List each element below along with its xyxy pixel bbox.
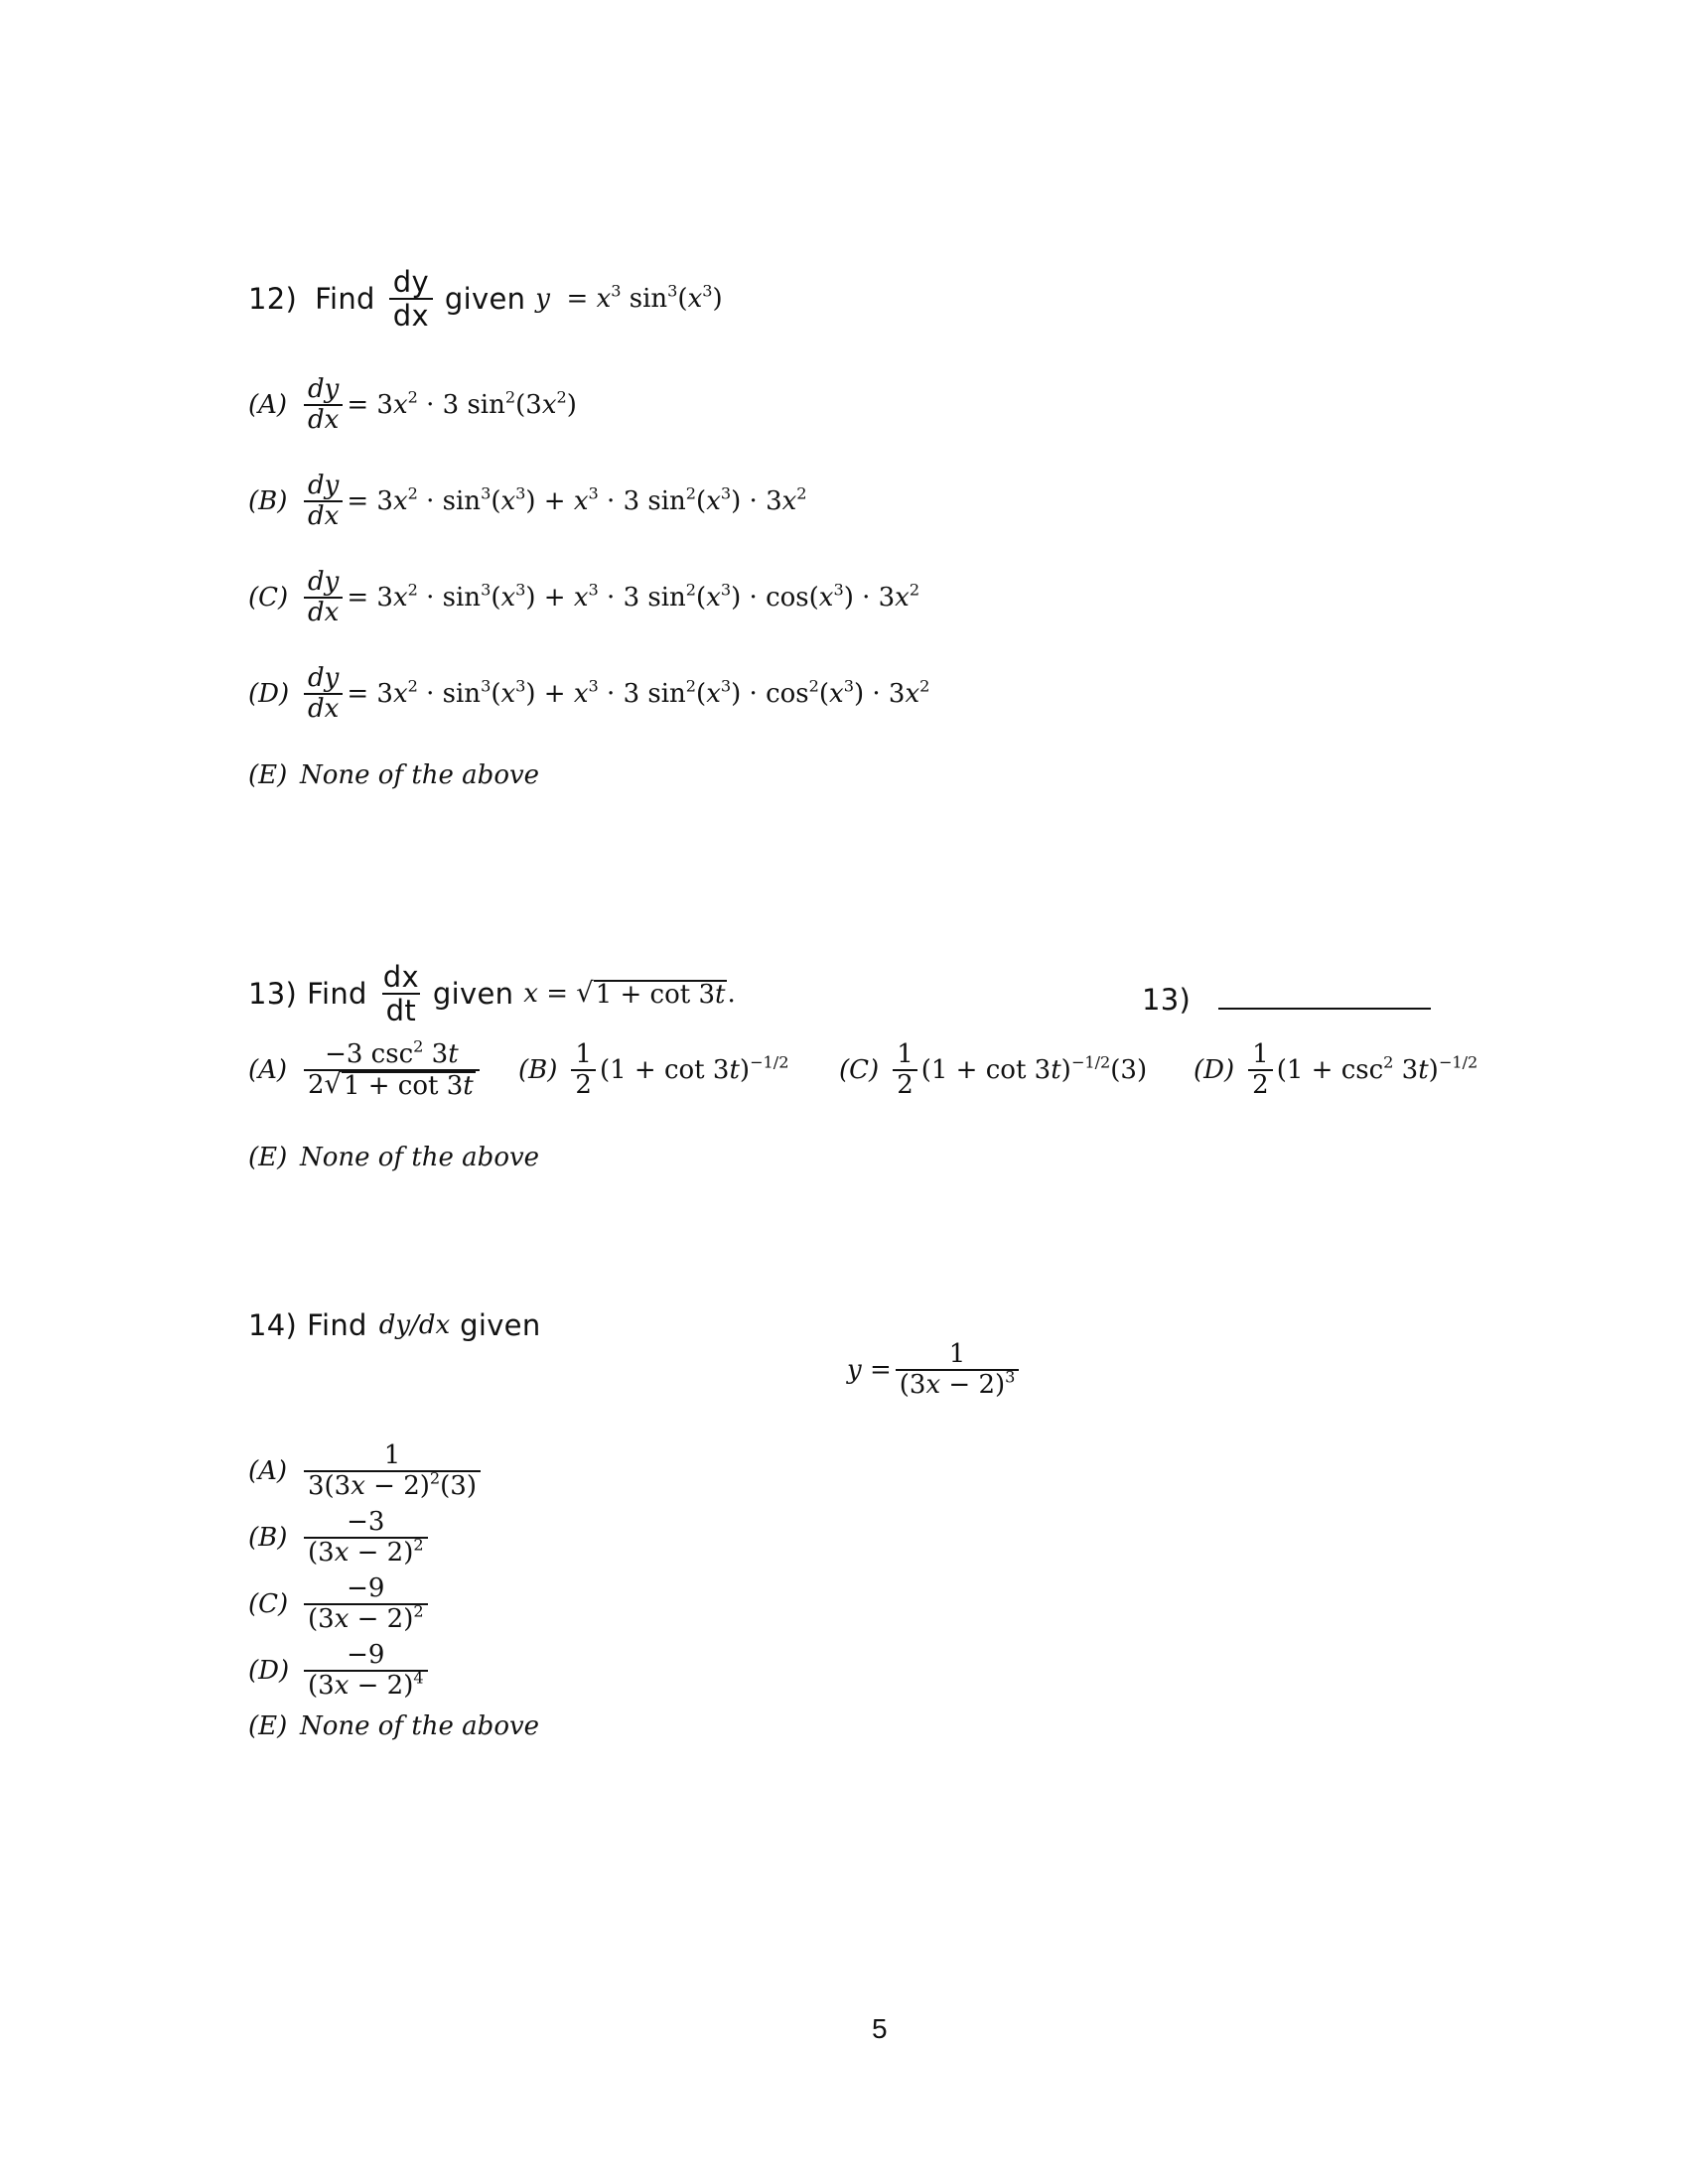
q13-option-b[interactable] xyxy=(518,1040,788,1100)
question-find-text: Find xyxy=(307,977,367,1012)
option-label: (B) xyxy=(248,1523,288,1554)
option-expression: = $3x^2 \cdot \sin^3(x^3) + x^3 \cdot 3$ $\sin^2(x^3) \cdot \cos(x^3) \cdot 3x^2$ xyxy=(347,580,920,614)
option-label: (B) xyxy=(248,486,288,517)
derivative-fraction xyxy=(379,961,423,1027)
option-label: (E) xyxy=(248,1711,288,1741)
question-number: 13) xyxy=(248,977,298,1012)
fraction-denominator: dt xyxy=(382,993,420,1026)
option-text: None of the above xyxy=(300,760,540,790)
q12-option-d[interactable] xyxy=(248,664,929,724)
dy-dx-fraction: $\frac{dy}{dx}$ xyxy=(304,664,343,724)
fraction-numerator: dy xyxy=(392,265,429,299)
option-text: None of the above xyxy=(300,1711,540,1741)
option-expression: = $3x^2 \cdot 3$ $\sin^2(3x^2)$ xyxy=(347,387,577,421)
question-12 xyxy=(248,266,723,333)
option-label: (D) xyxy=(248,1656,290,1687)
option-label: (D) xyxy=(1194,1055,1235,1086)
q13-option-e[interactable] xyxy=(248,1143,539,1172)
option-expression: $(1 + \csc^2 3t)^{-1/2}$ xyxy=(1276,1052,1478,1086)
derivative-fraction xyxy=(389,266,433,333)
answer-line[interactable] xyxy=(1218,986,1431,1010)
answer-label: 13) xyxy=(1142,983,1192,1017)
fraction-numerator: dx xyxy=(382,960,419,994)
question-equation: x = √ 1 + cot 3t . xyxy=(523,978,736,1011)
question-number: 12) xyxy=(248,282,298,317)
q14-option-c[interactable] xyxy=(248,1574,432,1634)
q14-option-d[interactable] xyxy=(248,1641,432,1701)
option-label: (C) xyxy=(248,1589,289,1620)
q12-option-a[interactable] xyxy=(248,375,577,435)
q13-option-a[interactable] xyxy=(248,1036,484,1102)
dy-dx-fraction: $\frac{dy}{dx}$ xyxy=(304,568,343,627)
question-13 xyxy=(248,961,736,1027)
option-expression: $(1 + \cot 3t)^{-1/2}$ xyxy=(599,1052,789,1086)
option-label: (A) xyxy=(248,1456,288,1487)
q13-option-d[interactable] xyxy=(1194,1040,1477,1100)
q12-option-e[interactable] xyxy=(248,760,539,790)
q13-option-c[interactable] xyxy=(839,1040,1147,1100)
question-14 xyxy=(248,1308,541,1342)
option-label: (B) xyxy=(518,1055,558,1086)
option-label: (C) xyxy=(248,583,289,614)
option-expression: $(1 + \cot 3t)^{-1/2}(3)$ xyxy=(920,1052,1148,1086)
option-label: (A) xyxy=(248,1055,288,1086)
option-label: (C) xyxy=(839,1055,880,1086)
dy-dx-fraction: $\frac{dy}{dx}$ xyxy=(304,375,343,435)
q14-option-b[interactable] xyxy=(248,1508,432,1568)
option-label: (E) xyxy=(248,1143,288,1172)
option-fraction: $\frac{-3}{(3x - 2)^2}$ xyxy=(304,1508,428,1568)
derivative-notation: dy/dx xyxy=(378,1310,451,1340)
q14-equation: y = $\frac{1}{(3x - 2)^3}$ xyxy=(847,1340,1023,1400)
page-number: 5 xyxy=(872,2013,888,2044)
question-given-text: given xyxy=(444,282,526,317)
fraction-denominator: dx xyxy=(389,298,433,332)
question-number: 14) xyxy=(248,1308,298,1342)
q14-option-e[interactable] xyxy=(248,1711,539,1741)
option-fraction: $\frac{1}{3(3x - 2)^2(3)}$ xyxy=(304,1441,481,1501)
option-label: (E) xyxy=(248,760,288,790)
q14-option-a[interactable] xyxy=(248,1441,485,1501)
option-fraction: $\frac{-9}{(3x - 2)^2}$ xyxy=(304,1574,428,1634)
q12-option-c[interactable] xyxy=(248,568,919,627)
question-find-text: Find xyxy=(307,1308,367,1342)
half-fraction: $\frac{1}{2}$ xyxy=(571,1040,596,1100)
option-expression: = $3x^2 \cdot \sin^3(x^3) + x^3 \cdot 3$ $\sin^2(x^3) \cdot 3x^2$ xyxy=(347,483,807,517)
question-given-text: given xyxy=(432,977,514,1012)
equation-lhs: y xyxy=(847,1355,862,1386)
answer-blank[interactable] xyxy=(1142,983,1431,1017)
question-given-text: given xyxy=(460,1308,541,1342)
option-fraction: −3 $\csc^2 3t$ 2 √ 1 + cot 3t xyxy=(304,1040,480,1100)
option-fraction: $\frac{-9}{(3x - 2)^4}$ xyxy=(304,1641,428,1701)
half-fraction: $\frac{1}{2}$ xyxy=(893,1040,917,1100)
q12-option-b[interactable] xyxy=(248,472,807,531)
half-fraction: $\frac{1}{2}$ xyxy=(1248,1040,1273,1100)
question-equation: $y = x^3$ $\sin^3(x^3)$ xyxy=(535,282,723,315)
option-expression: = $3x^2 \cdot \sin^3(x^3) + x^3 \cdot 3$ $\sin^2(x^3) \cdot \cos^2(x^3) \cdot 3x^2$ xyxy=(347,676,930,710)
option-label: (D) xyxy=(248,679,290,710)
option-label: (A) xyxy=(248,390,288,421)
equation-fraction: $\frac{1}{(3x - 2)^3}$ xyxy=(896,1340,1020,1400)
option-text: None of the above xyxy=(300,1143,540,1172)
question-find-text: Find xyxy=(315,282,375,317)
dy-dx-fraction: $\frac{dy}{dx}$ xyxy=(304,472,343,531)
